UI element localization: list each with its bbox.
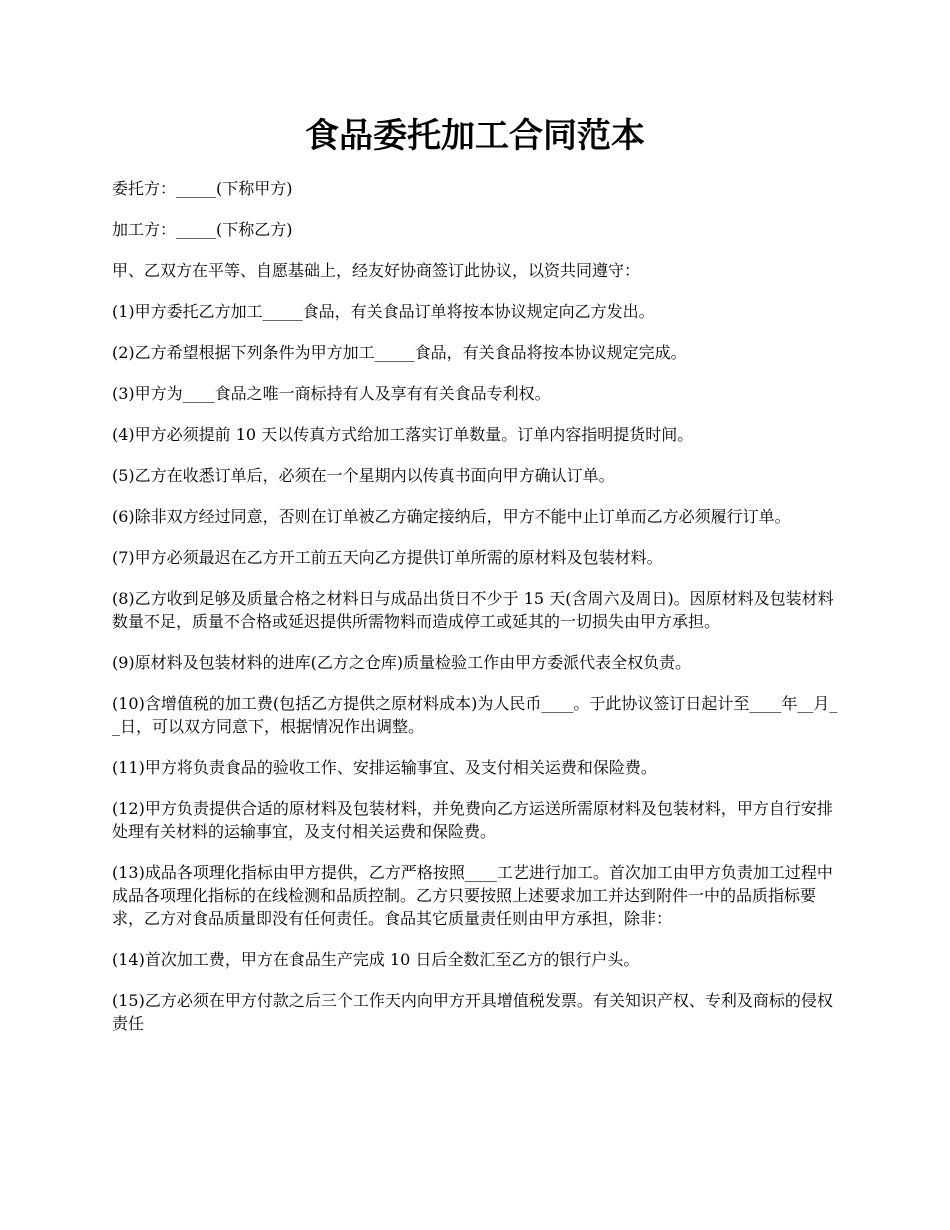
party-a-line: 委托方：_____(下称甲方) (112, 179, 293, 198)
document-body (112, 177, 840, 1053)
clause-9: (9)原材料及包装材料的进库(乙方之仓库)质量检验工作由甲方委派代表全权负责。 (112, 653, 692, 672)
clause-15: (15)乙方必须在甲方付款之后三个工作天内向甲方开具增值税发票。有关知识产权、专利及商标的侵权责任 (112, 991, 833, 1033)
clause-1: (1)甲方委托乙方加工_____食品，有关食品订单将按本协议规定向乙方发出。 (112, 302, 655, 321)
document-title: 食品委托加工合同范本 (305, 116, 645, 156)
clause-5: (5)乙方在收悉订单后，必须在一个星期内以传真书面向甲方确认订单。 (112, 466, 615, 485)
preamble: 甲、乙双方在平等、自愿基础上，经友好协商签订此协议，以资共同遵守： (112, 261, 641, 280)
clause-3: (3)甲方为____食品之唯一商标持有人及享有有关食品专利权。 (112, 384, 551, 403)
clause-13: (13)成品各项理化指标由甲方提供，乙方严格按照____工艺进行加工。首次加工由甲方负责加工过程中成品各项理化指标的在线检测和品质控制。乙方只要按照上述要求加工并达到附件一中的品质指标要求，乙方对食品质量即没有任何责任。食品其它质量责任则由甲方承担，除非： (112, 863, 833, 928)
clause-2: (2)乙方希望根据下列条件为甲方加工_____食品，有关食品将按本协议规定完成。 (112, 343, 687, 362)
clause-11: (11)甲方将负责食品的验收工作、安排运输事宜、及支付相关运费和保险费。 (112, 758, 657, 777)
clause-8: (8)乙方收到足够及质量合格之材料日与成品出货日不少于 15 天(含周六及周日)。因原材料及包装材料数量不足，质量不合格或延迟提供所需物料而造成停工或延其的一切损失由甲方承担。 (112, 589, 834, 631)
party-b-line: 加工方：_____(下称乙方) (112, 220, 293, 239)
clause-4: (4)甲方必须提前 10 天以传真方式给加工落实订单数量。订单内容指明提货时间。 (112, 425, 694, 444)
clause-7: (7)甲方必须最迟在乙方开工前五天向乙方提供订单所需的原材料及包装材料。 (112, 548, 663, 567)
clause-12: (12)甲方负责提供合适的原材料及包装材料，并免费向乙方运送所需原材料及包装材料，甲方自行安排处理有关材料的运输事宜，及支付相关运费和保险费。 (112, 799, 833, 841)
clause-10: (10)含增值税的加工费(包括乙方提供之原材料成本)为人民币____。于此协议签订日起计至____年__月__日，可以双方同意下，根据情况作出调整。 (112, 694, 838, 736)
clause-14: (14)首次加工费，甲方在食品生产完成 10 日后全数汇至乙方的银行户头。 (112, 950, 640, 969)
clause-6: (6)除非双方经过同意，否则在订单被乙方确定接纳后，甲方不能中止订单而乙方必须履行订单。 (112, 507, 791, 526)
